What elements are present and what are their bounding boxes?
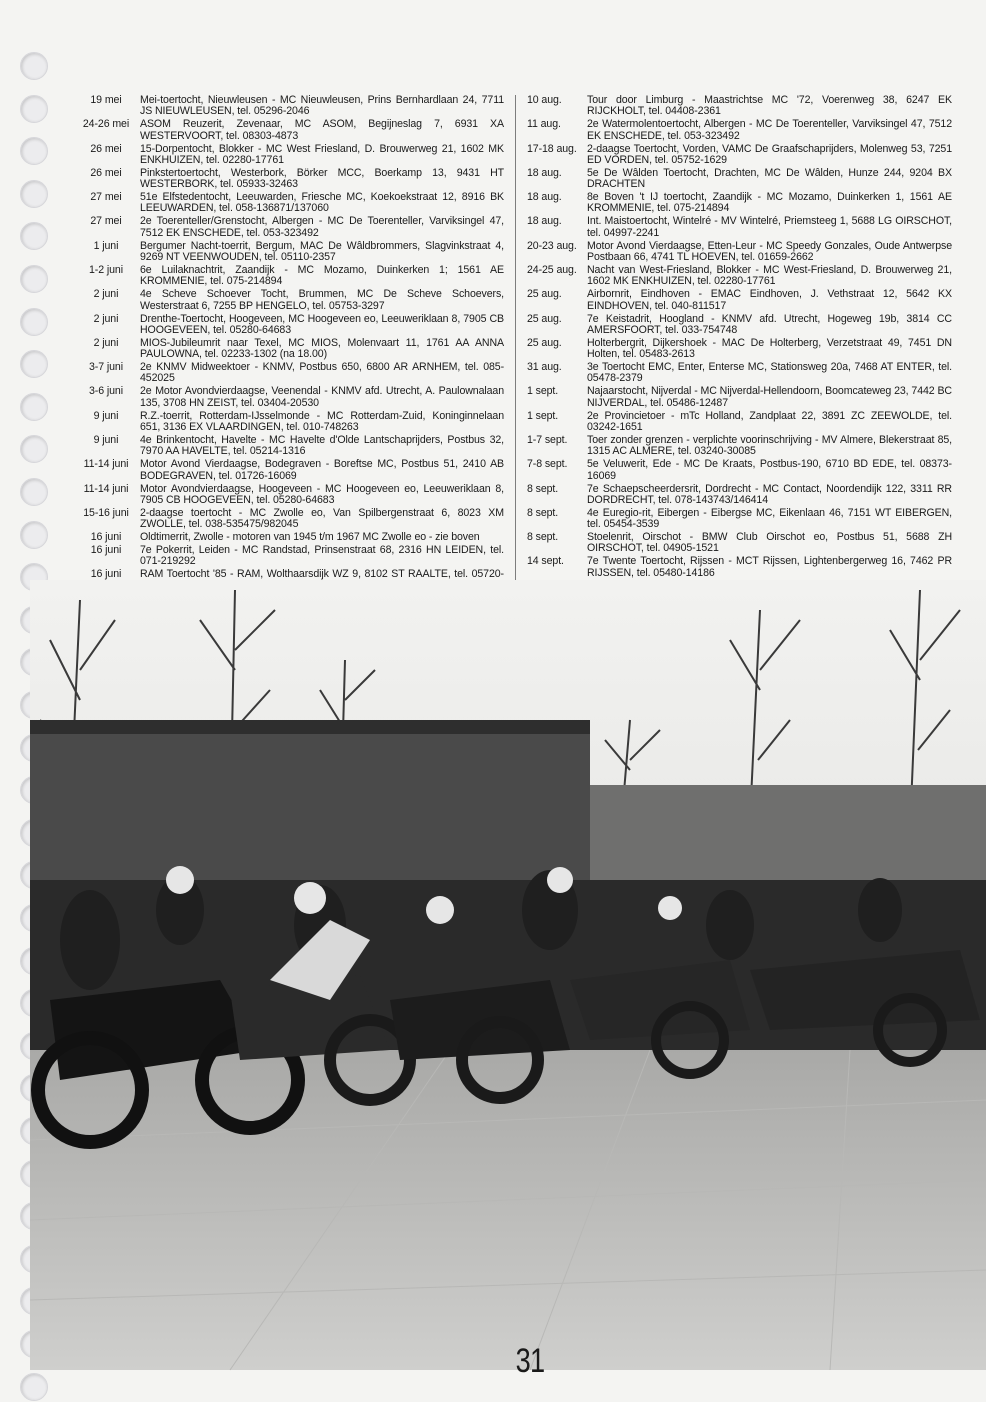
event-date: 24-25 aug.	[527, 263, 577, 276]
event-date: 25 aug.	[527, 288, 562, 301]
event-row	[72, 289, 504, 312]
event-row	[527, 386, 952, 409]
event-date: 1-7 sept.	[527, 433, 568, 446]
event-description: Toer zonder grenzen - verplichte voorinschrijving - MV Almere, Blekerstraat 85, 1315 AC ALMERE, tel. 03240-30085	[587, 433, 952, 458]
event-date: 25 aug.	[527, 312, 562, 325]
event-description: 2e Provincietoer - mTc Holland, Zandplaat 22, 3891 ZC ZEEWOLDE, tel. 03242-1651	[587, 409, 952, 433]
binder-hole	[20, 95, 48, 123]
event-description: 2e Watermolentoertocht, Albergen - MC De Toerenteller, Varviksingel 47, 7512 EK ENSCHEDE, tel. 053-323492	[587, 118, 952, 142]
binder-hole	[20, 478, 48, 506]
event-row	[527, 95, 952, 118]
event-date: 3-7 juni	[89, 361, 123, 374]
event-row	[72, 192, 504, 215]
event-date: 1 juni	[93, 239, 119, 252]
event-row	[527, 338, 952, 361]
event-description: Nacht van West-Friesland, Blokker - MC West-Friesland, D. Brouwerweg 21, 1602 MK ENKHUIZEN, tel. 02280-17761	[587, 263, 952, 288]
event-row	[527, 314, 952, 337]
event-date: 27 mei	[90, 215, 122, 228]
binder-hole	[20, 393, 48, 421]
event-date: 31 aug.	[527, 361, 562, 374]
event-date: 18 aug.	[527, 166, 562, 179]
event-row	[72, 411, 504, 434]
event-description: Motor Avond Vierdaagse, Bodegraven - Boreftse MC, Postbus 51, 2410 AB BODEGRAVEN, tel. 01726-16069	[140, 458, 504, 482]
event-row	[72, 314, 504, 337]
binder-hole	[20, 137, 48, 165]
event-row	[72, 459, 504, 482]
event-row	[72, 119, 504, 142]
binder-hole	[20, 1373, 48, 1401]
event-row	[72, 144, 504, 167]
event-date: 1 sept.	[527, 385, 559, 398]
event-description: 5e De Wâlden Toertocht, Drachten, MC De Wâlden, Hunze 244, 9204 BX DRACHTEN	[587, 166, 952, 191]
event-description: RAM Toertocht '85 - RAM, Wolthaarsdijk WZ 9, 8102 ST RAALTE, tel. 05720-	[140, 568, 504, 581]
event-row	[72, 435, 504, 458]
event-date: 1-2 juni	[89, 263, 123, 276]
event-description: Stoelenrit, Oirschot - BMW Club Oirschot eo, Postbus 51, 5688 ZH OIRSCHOT, tel. 04905-1521	[587, 531, 952, 555]
event-row	[527, 289, 952, 312]
binder-hole	[20, 265, 48, 293]
event-date: 17-18 aug.	[527, 142, 577, 155]
event-description: Oldtimerrit, Zwolle - motoren van 1945 t/m 1967 MC Zwolle eo - zie boven	[140, 531, 480, 544]
event-row	[527, 435, 952, 458]
event-row	[72, 265, 504, 288]
event-description: 3e Toertocht EMC, Enter, Enterse MC, Stationsweg 20a, 7468 AT ENTER, tel. 05478-2379	[587, 361, 952, 385]
event-row	[72, 241, 504, 264]
event-date: 9 juni	[93, 409, 119, 422]
event-description: 6e Luilaknachtrit, Zaandijk - MC Mozamo, Duinkerken 1; 1561 AE KROMMENIE, tel. 075-214894	[140, 263, 504, 288]
event-date: 24-26 mei	[82, 118, 130, 131]
event-description: 2e Toerenteller/Grenstocht, Albergen - MC De Toerenteller, Varviksingel 47, 7512 EK ENSCHEDE, tel. 053-323492	[140, 215, 504, 239]
binder-hole	[20, 222, 48, 250]
event-description: Holterbergrit, Dijkershoek - MAC De Holterberg, Verzetstraat 49, 7451 DN Holten, tel. 05483-2613	[587, 336, 952, 361]
event-description: Airbornrit, Eindhoven - EMAC Eindhoven, J. Vethstraat 12, 5642 KX EINDHOVEN, tel. 040-811517	[587, 288, 952, 312]
event-row	[72, 532, 504, 543]
event-description: Pinkstertoertocht, Westerbork, Börker MCC, Boerkamp 13, 9431 HT WESTERBORK, tel. 05933-32463	[140, 166, 504, 191]
event-date: 18 aug.	[527, 215, 562, 228]
event-row	[527, 508, 952, 531]
event-date: 15-16 juni	[83, 506, 129, 519]
event-row	[527, 119, 952, 142]
event-row	[527, 168, 952, 191]
event-date: 16 juni	[90, 531, 122, 544]
column-divider	[515, 95, 516, 590]
event-row	[72, 338, 504, 361]
event-row	[72, 168, 504, 191]
event-description: 8e Boven 't IJ toertocht, Zaandijk - MC Mozamo, Duinkerken 1, 1561 AE KROMMENIE, tel. 075-214894	[587, 191, 952, 215]
event-date: 11 aug.	[527, 118, 561, 131]
event-date: 8 sept.	[527, 506, 559, 519]
motorcycle-photo	[30, 580, 986, 1370]
event-description: Mei-toertocht, Nieuwleusen - MC Nieuwleusen, Prins Bernhardlaan 24, 7711 JS NIEUWLEUSEN, tel. 05296-2046	[140, 94, 504, 118]
event-row	[72, 362, 504, 385]
event-row	[72, 545, 504, 568]
binder-hole	[20, 52, 48, 80]
event-description: Tour door Limburg - Maastrichtse MC '72, Voerenweg 38, 6247 EK RIJCKHOLT, tel. 04408-2361	[587, 94, 952, 118]
event-date: 19 mei	[90, 94, 122, 106]
event-description: Drenthe-Toertocht, Hoogeveen, MC Hoogeveen eo, Leeuweriklaan 8, 7905 CB HOOGEVEEN, tel. 05280-64683	[140, 312, 504, 336]
event-description: 7e Keistadrit, Hoogland - KNMV afd. Utrecht, Hogeweg 19b, 3814 CC AMERSFOORT, tel. 033-754748	[587, 312, 952, 336]
event-row	[527, 144, 952, 167]
event-row	[527, 532, 952, 555]
event-description: MIOS-Jubileumrit naar Texel, MC MIOS, Molenvaart 11, 1761 AA ANNA PAULOWNA, tel. 02233-1302 (na 18.00)	[140, 336, 504, 361]
event-description: Najaarstocht, Nijverdal - MC Nijverdal-Hellendoorn, Boomcateweg 23, 7442 BC NIJVERDAL, tel. 05486-12487	[587, 385, 952, 409]
binder-hole	[20, 435, 48, 463]
event-date: 11-14 juni	[83, 482, 129, 495]
event-description: Int. Maistoertocht, Wintelré - MV Wintelré, Priemsteeg 1, 5688 LG OIRSCHOT, tel. 04997-2241	[587, 215, 952, 239]
event-list-right	[527, 95, 952, 580]
event-date: 3-6 juni	[89, 385, 123, 398]
event-row	[527, 265, 952, 288]
event-description: 4e Euregio-rit, Eibergen - Eibergse MC, Eikenlaan 46, 7151 WT EIBERGEN, tel. 05454-3539	[587, 506, 952, 531]
event-date: 27 mei	[90, 191, 122, 204]
event-row	[527, 216, 952, 239]
event-description: 7e Schaepscheerdersrit, Dordrecht - MC Contact, Noordendijk 122, 3311 RR DORDRECHT, tel. 078-143743/146414	[587, 482, 952, 506]
photo-building	[30, 720, 590, 890]
event-description: 2e KNMV Midweektoer - KNMV, Postbus 650, 6800 AR ARNHEM, tel. 085-452025	[140, 361, 504, 385]
event-date: 11-14 juni	[83, 458, 129, 471]
event-row	[72, 508, 504, 531]
event-date: 16 juni	[90, 568, 122, 581]
event-date: 14 sept.	[527, 555, 564, 568]
event-description: Motor Avondvierdaagse, Hoogeveen - MC Hoogeveen eo, Leeuweriklaan 8, 7905 CB HOOGEVEEN, tel. 05280-64683	[140, 482, 504, 506]
event-date: 18 aug.	[527, 191, 562, 204]
event-description: 7e Twente Toertocht, Rijssen - MCT Rijssen, Lightenbergerweg 16, 7462 PR RIJSSEN, tel. 05480-14186	[587, 555, 952, 579]
event-row	[527, 411, 952, 434]
event-description: 51e Elfstedentocht, Leeuwarden, Friesche MC, Koekoekstraat 12, 8916 BK LEEUWARDEN, tel. 058-136871/137060	[140, 191, 504, 215]
binder-hole	[20, 521, 48, 549]
event-row	[527, 459, 952, 482]
event-date: 8 sept.	[527, 482, 559, 495]
binder-hole	[20, 180, 48, 208]
event-date: 16 juni	[90, 544, 122, 557]
binder-hole	[20, 350, 48, 378]
event-description: ASOM Reuzerit, Zevenaar, MC ASOM, Begijneslag 7, 6931 XA WESTERVOORT, tel. 08303-4873	[140, 118, 504, 142]
event-description: 15-Dorpentocht, Blokker - MC West Friesland, D. Brouwerweg 21, 1602 MK ENKHUIZEN, tel. 02280-17761	[140, 142, 504, 166]
event-date: 2 juni	[93, 312, 119, 325]
event-row	[527, 192, 952, 215]
event-description: Motor Avond Vierdaagse, Etten-Leur - MC Speedy Gonzales, Oude Antwerpse Postbaan 66, 4741 TL HOEVEN, tel. 01659-2662	[587, 239, 952, 263]
event-description: 2-daagse Toertocht, Vorden, VAMC De Graafschaprijders, Molenweg 53, 7251 ED VORDEN, tel. 05752-1629	[587, 142, 952, 166]
event-row	[527, 362, 952, 385]
event-row	[527, 484, 952, 507]
event-row	[72, 484, 504, 507]
event-description: 4e Scheve Schoever Tocht, Brummen, MC De Scheve Schoevers, Westerstraat 6, 7255 BP HENGELO, tel. 05753-3297	[140, 288, 504, 312]
event-row	[527, 241, 952, 264]
event-date: 9 juni	[93, 433, 119, 446]
event-date: 2 juni	[93, 288, 119, 301]
event-date: 2 juni	[93, 336, 119, 349]
event-date: 8 sept.	[527, 531, 559, 544]
event-description: 4e Brinkentocht, Havelte - MC Havelte d'Olde Lantschaprijders, Postbus 32, 7970 AA HAVELTE, tel. 05214-1316	[140, 433, 504, 458]
page-number: 31	[515, 1342, 545, 1380]
event-description: 2e Motor Avondvierdaagse, Veenendal - KNMV afd. Utrecht, A. Paulownalaan 135, 3708 HN ZEIST, tel. 03404-20530	[140, 385, 504, 409]
event-row	[72, 95, 504, 118]
event-date: 10 aug.	[527, 94, 562, 106]
event-date: 26 mei	[90, 142, 122, 155]
event-date: 26 mei	[90, 166, 122, 179]
event-description: Bergumer Nacht-toerrit, Bergum, MAC De Wâldbrommers, Slagvinkstraat 4, 9269 NT VEENWOUDEN, tel. 05110-2357	[140, 239, 504, 263]
event-description: 5e Veluwerit, Ede - MC De Kraats, Postbus-190, 6710 BD EDE, tel. 08373-16069	[587, 458, 952, 482]
event-date: 25 aug.	[527, 336, 562, 349]
event-date: 20-23 aug.	[527, 239, 577, 252]
event-description: R.Z.-toerrit, Rotterdam-IJsselmonde - MC Rotterdam-Zuid, Koninginnelaan 651, 3136 EX VLAARDINGEN, tel. 010-748263	[140, 409, 504, 433]
event-row	[72, 386, 504, 409]
binder-hole	[20, 308, 48, 336]
event-description: 2-daagse toertocht - MC Zwolle eo, Van Spilbergenstraat 6, 8023 XM ZWOLLE, tel. 038-535475/982045	[140, 506, 504, 531]
event-date: 7-8 sept.	[527, 458, 568, 471]
event-row	[72, 216, 504, 239]
event-date: 1 sept.	[527, 409, 559, 422]
event-row	[527, 556, 952, 579]
event-description: 7e Pokerrit, Leiden - MC Randstad, Prinsenstraat 68, 2316 HN LEIDEN, tel. 071-219292	[140, 544, 504, 568]
